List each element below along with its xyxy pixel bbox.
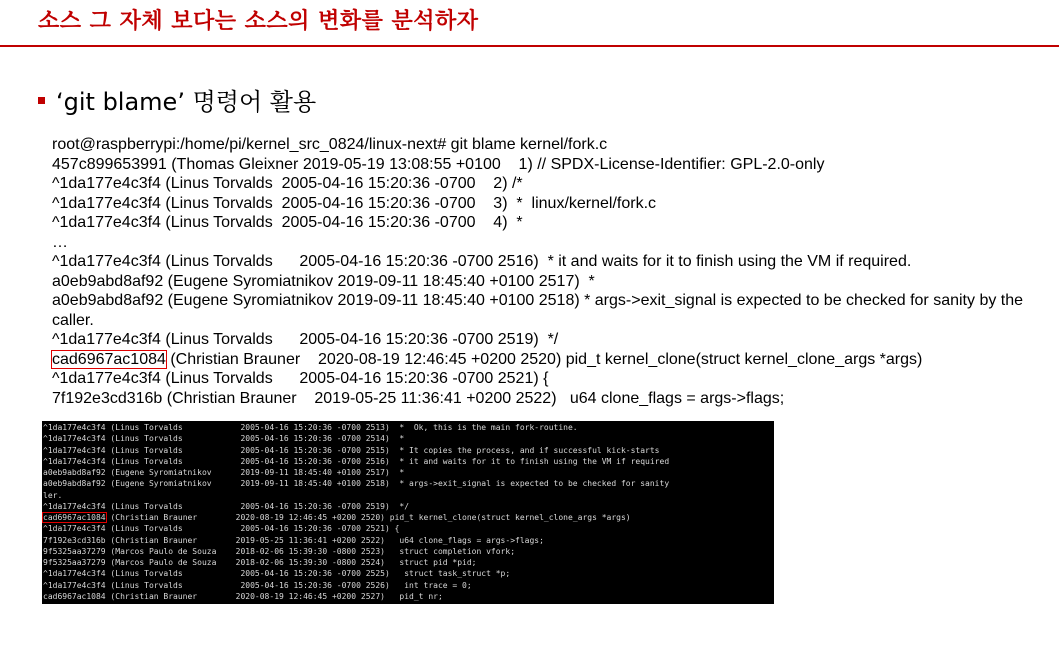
blame-line: ^1da177e4c3f4 (Linus Torvalds 2005-04-16 15:20:36 -0700 4) * [52,214,523,231]
terminal-line: a0eb9abd8af92 (Eugene Syromiatnikov 2019-09-11 18:45:40 +0100 2517) * [43,468,405,477]
terminal-screenshot [42,421,774,604]
terminal-output [42,421,774,602]
terminal-highlighted-hash: cad6967ac1084 [43,513,106,522]
git-blame-output-text [52,135,1032,408]
bullet-item [38,82,316,117]
blame-line: a0eb9abd8af92 (Eugene Syromiatnikov 2019-09-11 18:45:40 +0100 2518) * args->exit_signal is expected to be checked for sanity by the caller. [52,292,1024,329]
blame-line: ^1da177e4c3f4 (Linus Torvalds 2005-04-16 15:20:36 -0700 2521) { [52,370,549,387]
terminal-line-rest: (Christian Brauner 2020-08-19 12:46:45 +0200 2520) pid_t kernel_clone(struct kernel_clone_args *args) [105,513,631,522]
terminal-line: cad6967ac1084 (Christian Brauner 2020-08-19 12:46:45 +0200 2527) pid_t nr; [43,591,443,601]
blame-line: root@raspberrypi:/home/pi/kernel_src_0824/linux-next# git blame kernel/fork.c [52,136,608,153]
terminal-line: ^1da177e4c3f4 (Linus Torvalds 2005-04-16 15:20:36 -0700 2521) { [43,524,400,534]
terminal-line: ^1da177e4c3f4 (Linus Torvalds 2005-04-16 15:20:36 -0700 2526) int trace = 0; [43,580,472,590]
blame-line: ^1da177e4c3f4 (Linus Torvalds 2005-04-16 15:20:36 -0700 2519) */ [52,331,559,348]
slide-title: 소스 그 자체 보다는 소스의 변화를 분석하자 [38,9,479,34]
blame-line: 7f192e3cd316b (Christian Brauner 2019-05-25 11:36:41 +0200 2522) u64 clone_flags = args->flags; [52,389,785,407]
ellipsis-line: … [52,233,68,251]
terminal-line: ^1da177e4c3f4 (Linus Torvalds 2005-04-16 15:20:36 -0700 2516) * it and waits for it to finish using the VM if required [43,456,670,466]
terminal-line: a0eb9abd8af92 (Eugene Syromiatnikov 2019-09-11 18:45:40 +0100 2518) * args->exit_signal is expected to be checked for sanity [43,479,670,489]
terminal-line: 9f5325aa37279 (Marcos Paulo de Souza 2018-02-06 15:39:30 -0800 2523) struct completion vfork; [43,546,516,556]
terminal-line-highlighted [43,512,774,523]
terminal-line: 7f192e3cd316b (Christian Brauner 2019-05-25 11:36:41 +0200 2522) u64 clone_flags = args->flags; [43,535,544,545]
terminal-line: ^1da177e4c3f4 (Linus Torvalds 2005-04-16 15:20:36 -0700 2519) */ [43,501,410,511]
terminal-line: ^1da177e4c3f4 (Linus Torvalds 2005-04-16 15:20:36 -0700 2514) * [43,434,405,444]
bullet-text: ‘git blame’ 명령어 활용 [56,88,317,116]
terminal-line: 9f5325aa37279 (Marcos Paulo de Souza 2018-02-06 15:39:30 -0800 2524) struct pid *pid; [43,558,477,567]
blame-line-rest: (Christian Brauner 2020-08-19 12:46:45 +0200 2520) pid_t kernel_clone(struct kernel_clone_args *args) [165,350,923,368]
blame-line: ^1da177e4c3f4 (Linus Torvalds 2005-04-16 15:20:36 -0700 3) * linux/kernel/fork.c [52,194,657,212]
blame-line: ^1da177e4c3f4 (Linus Torvalds 2005-04-16 15:20:36 -0700 2) /* [52,175,523,192]
terminal-line: ^1da177e4c3f4 (Linus Torvalds 2005-04-16 15:20:36 -0700 2513) * Ok, this is the main fork-routine. [43,423,578,432]
terminal-line: ler. [43,490,63,500]
highlighted-commit-hash: cad6967ac1084 [52,350,166,368]
blame-line-highlighted [52,350,1032,370]
blame-line: ^1da177e4c3f4 (Linus Torvalds 2005-04-16 15:20:36 -0700 2516) * it and waits for it to finish using the VM if required. [52,253,912,270]
blame-line: 457c899653991 (Thomas Gleixner 2019-05-19 13:08:55 +0100 1) // SPDX-License-Identifier: GPL-2.0-only [52,155,825,173]
terminal-line: ^1da177e4c3f4 (Linus Torvalds 2005-04-16 15:20:36 -0700 2525) struct task_struct *p; [43,569,511,579]
title-divider [0,45,1059,47]
square-bullet-icon [38,97,45,104]
blame-line: a0eb9abd8af92 (Eugene Syromiatnikov 2019-09-11 18:45:40 +0100 2517) * [52,272,595,290]
terminal-line: ^1da177e4c3f4 (Linus Torvalds 2005-04-16 15:20:36 -0700 2515) * It copies the process, and if successful kick-starts [43,445,660,455]
